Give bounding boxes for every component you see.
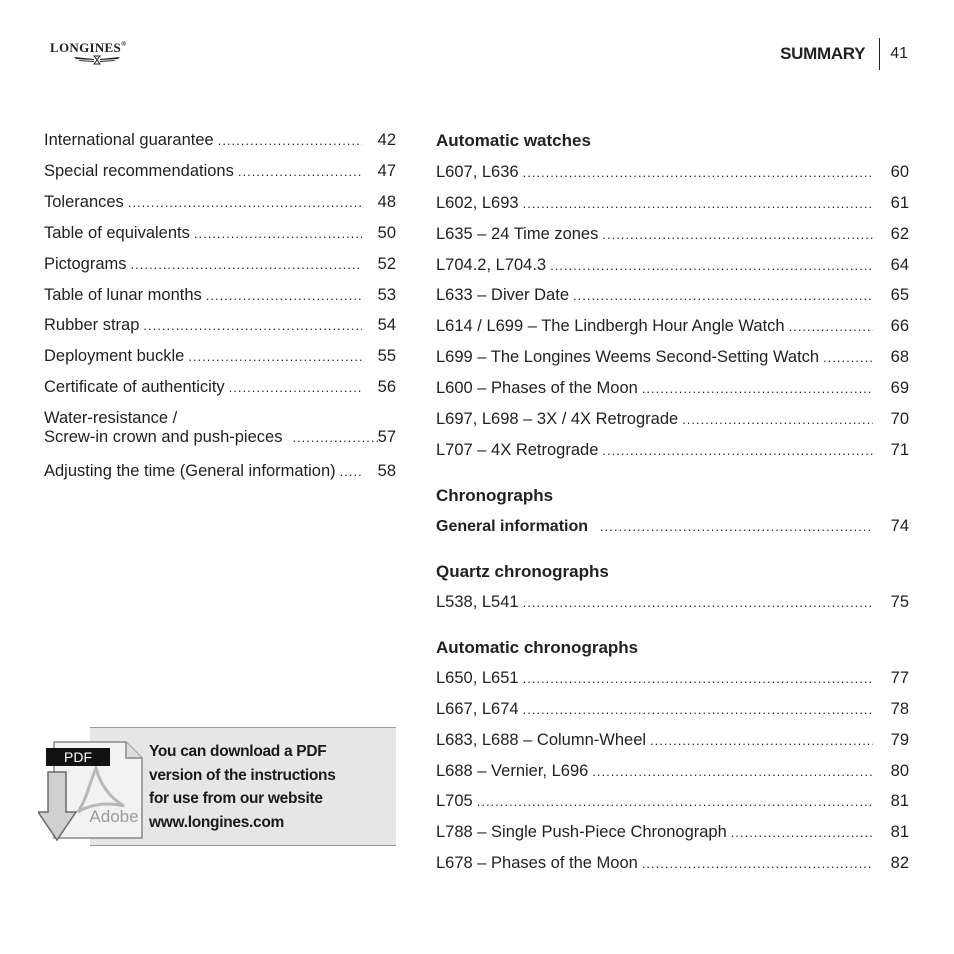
toc-entry[interactable]: L697, L698 – 3X / 4X Retrograde ..... 70	[436, 410, 909, 429]
toc-entry-water-resistance[interactable]: Water-resistance / Screw-in crown and push-pieces ..... 57	[44, 409, 396, 447]
website-link[interactable]: www.longines.com	[149, 813, 285, 831]
toc-entry[interactable]: L607, L636 ..... 60	[436, 163, 909, 182]
toc-entry[interactable]: General information ..... 74	[436, 517, 909, 536]
toc-entry[interactable]: L705 ..... 81	[436, 792, 909, 811]
winged-hourglass-icon	[72, 54, 122, 66]
svg-text:Adobe: Adobe	[89, 807, 139, 826]
section-heading-quartz-chronographs: Quartz chronographs	[436, 562, 609, 581]
page-title: SUMMARY	[780, 44, 866, 63]
page-header	[780, 38, 908, 70]
toc-entry[interactable]: L635 – 24 Time zones ..... 62	[436, 225, 909, 244]
brand-name: LONGINES®	[50, 40, 127, 55]
toc-entry[interactable]: L614 / L699 – The Lindbergh Hour Angle Watch ..... 66	[436, 317, 909, 336]
toc-entry[interactable]: Table of lunar months ..... 53	[44, 286, 396, 305]
toc-entry[interactable]: L633 – Diver Date ..... 65	[436, 286, 909, 305]
toc-entry[interactable]: Certificate of authenticity ..... 56	[44, 378, 396, 397]
pdf-download-icon[interactable]	[38, 738, 144, 846]
toc-entry[interactable]: Adjusting the time (General information) ..... 58	[44, 462, 396, 481]
toc-entry[interactable]: L600 – Phases of the Moon ..... 69	[436, 379, 909, 398]
svg-text:PDF: PDF	[64, 749, 92, 765]
toc-entry[interactable]: L683, L688 – Column-Wheel ..... 79	[436, 731, 909, 750]
toc-entry[interactable]: L650, L651 ..... 77	[436, 669, 909, 688]
toc-entry[interactable]: L667, L674 ..... 78	[436, 700, 909, 719]
toc-entry[interactable]: L688 – Vernier, L696 ..... 80	[436, 762, 909, 781]
toc-entry[interactable]: Deployment buckle ..... 55	[44, 347, 396, 366]
page-number: 41	[890, 45, 908, 62]
toc-entry[interactable]: Pictograms ..... 52	[44, 255, 396, 274]
toc-entry[interactable]: L538, L541 ..... 75	[436, 593, 909, 612]
toc-entry[interactable]: Tolerances ..... 48	[44, 193, 396, 212]
toc-entry[interactable]: L602, L693 ..... 61	[436, 194, 909, 213]
pdf-download-text: You can download a PDF version of the instructions for use from our website www.longines.com	[149, 740, 389, 834]
toc-entry[interactable]: Table of equivalents ..... 50	[44, 224, 396, 243]
longines-logo	[50, 40, 144, 66]
toc-entry[interactable]: International guarantee ..... 42	[44, 131, 396, 150]
toc-entry[interactable]: L788 – Single Push-Piece Chronograph ..... 81	[436, 823, 909, 842]
toc-entry[interactable]: L699 – The Longines Weems Second-Setting Watch ..... 68	[436, 348, 909, 367]
section-heading-automatic-watches: Automatic watches	[436, 131, 591, 150]
section-heading-chronographs: Chronographs	[436, 486, 554, 505]
toc-entry[interactable]: Special recommendations ..... 47	[44, 162, 396, 181]
toc-entry[interactable]: Rubber strap ..... 54	[44, 316, 396, 335]
toc-entry[interactable]: L707 – 4X Retrograde ..... 71	[436, 441, 909, 460]
section-heading-automatic-chronographs: Automatic chronographs	[436, 638, 639, 657]
toc-entry[interactable]: L704.2, L704.3 ..... 64	[436, 256, 909, 275]
toc-entry[interactable]: L678 – Phases of the Moon ..... 82	[436, 854, 909, 873]
